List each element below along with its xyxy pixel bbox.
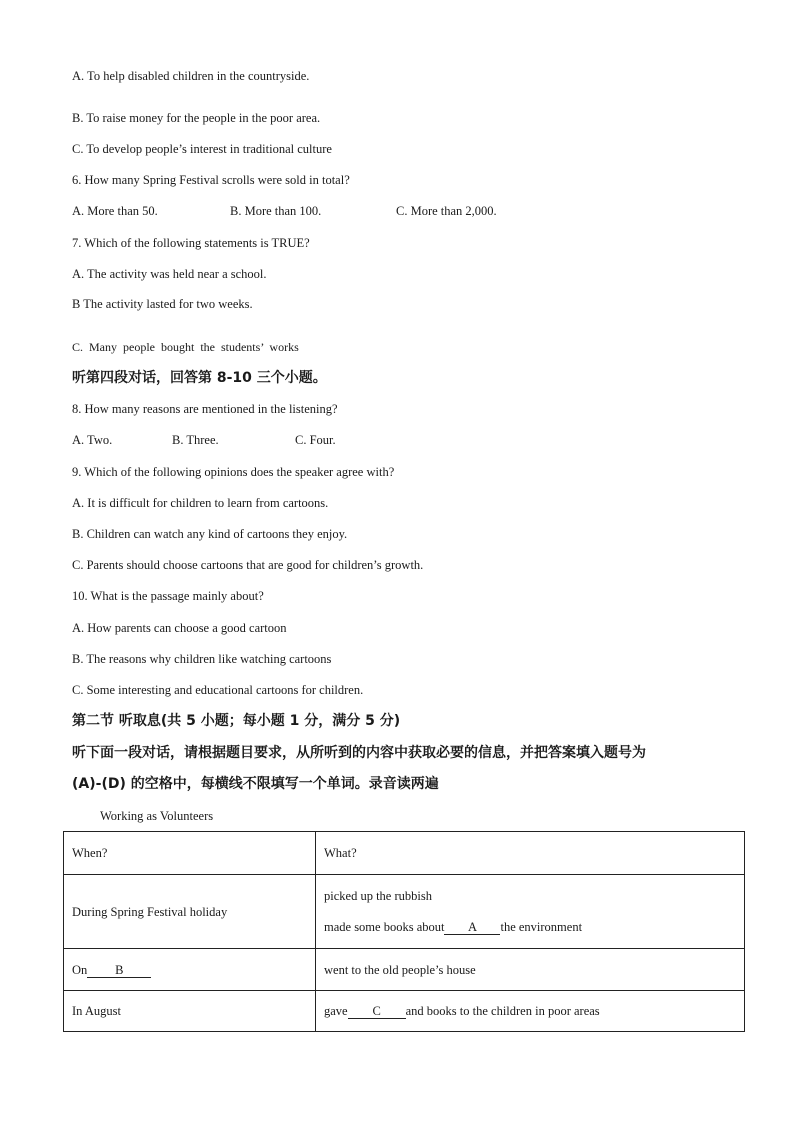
table-row	[64, 875, 745, 949]
row1-what	[316, 875, 745, 949]
row2-what: went to the old people’s house	[316, 949, 745, 991]
q5-option-b: B. To raise money for the people in the poor area.	[72, 111, 321, 125]
row2-when-pre: On	[72, 962, 88, 977]
q8-option-b: B. Three.	[172, 433, 219, 447]
header-what: What?	[316, 832, 745, 875]
q6-option-c: C. More than 2,000.	[396, 204, 497, 218]
volunteer-table	[63, 831, 745, 1032]
q7-option-c: C. Many people bought the students’ works	[72, 340, 299, 354]
row1-when: During Spring Festival holiday	[64, 875, 316, 949]
row3-what-post: and books to the children in poor areas	[405, 1004, 600, 1018]
blank-c[interactable]: C	[348, 1004, 406, 1019]
row1-what-line2	[324, 919, 736, 935]
q10-option-a: A. How parents can choose a good cartoon	[72, 621, 287, 635]
q8-option-c: C. Four.	[295, 433, 336, 447]
q10-option-b: B. The reasons why children like watching cartoons	[72, 652, 332, 666]
row1-what-line1: picked up the rubbish	[324, 889, 432, 903]
q9-question: 9. Which of the following opinions does the speaker agree with?	[72, 465, 395, 479]
table-caption: Working as Volunteers	[100, 809, 214, 823]
row3-what-pre: gave	[324, 1004, 348, 1018]
q7-question: 7. Which of the following statements is TRUE?	[72, 236, 310, 250]
row1-what-post: the environment	[500, 920, 583, 934]
q10-option-c: C. Some interesting and educational cartoons for children.	[72, 683, 364, 697]
q8-option-a: A. Two.	[72, 433, 113, 447]
row3-what	[316, 991, 745, 1032]
q5-option-c: C. To develop people’s interest in traditional culture	[72, 142, 332, 156]
q9-option-b: B. Children can watch any kind of cartoons they enjoy.	[72, 527, 348, 541]
section4-heading: 听第四段对话，回答第 8-10 三个小题。	[72, 370, 327, 386]
q6-question: 6. How many Spring Festival scrolls were sold in total?	[72, 173, 350, 187]
row3-when: In August	[64, 991, 316, 1032]
q6-option-b: B. More than 100.	[230, 204, 322, 218]
q5-option-a: A. To help disabled children in the countryside.	[72, 69, 310, 83]
q9-option-a: A. It is difficult for children to learn from cartoons.	[72, 496, 329, 510]
q9-option-c: C. Parents should choose cartoons that are good for children’s growth.	[72, 558, 424, 572]
table-row	[64, 949, 745, 991]
q6-option-a: A. More than 50.	[72, 204, 158, 218]
table-header-row	[64, 832, 745, 875]
blank-a[interactable]: A	[444, 920, 500, 935]
blank-b[interactable]: B	[87, 963, 151, 978]
q7-option-b: B The activity lasted for two weeks.	[72, 297, 253, 311]
q10-question: 10. What is the passage mainly about?	[72, 589, 264, 603]
row1-what-pre: made some books about	[324, 920, 445, 934]
part2-instruction-line2: (A)-(D) 的空格中，每横线不限填写一个单词。录音读两遍	[72, 776, 439, 792]
part2-heading: 第二节 听取息(共 5 小题；每小题 1 分，满分 5 分)	[72, 713, 401, 729]
row2-when	[64, 949, 316, 991]
header-when: When?	[64, 832, 316, 875]
q7-option-a: A. The activity was held near a school.	[72, 267, 267, 281]
table-row	[64, 991, 745, 1032]
q8-question: 8. How many reasons are mentioned in the listening?	[72, 402, 338, 416]
part2-instruction-line1: 听下面一段对话，请根据题目要求，从所听到的内容中获取必要的信息，并把答案填入题号为	[72, 745, 646, 761]
